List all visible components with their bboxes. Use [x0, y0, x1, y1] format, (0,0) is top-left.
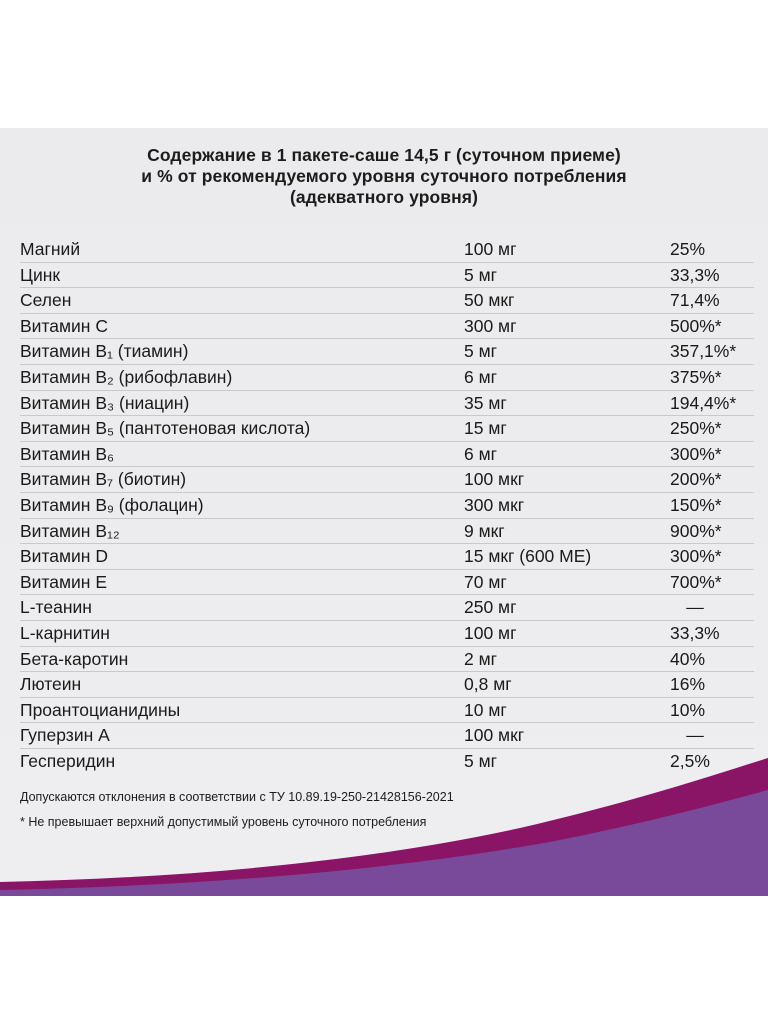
nutrient-amount: 35 мг	[464, 392, 507, 413]
nutrient-percent: 200%*	[670, 469, 722, 490]
nutrient-amount: 50 мкг	[464, 290, 515, 311]
nutrient-percent: 10%	[670, 699, 706, 720]
nutrient-amount: 100 мкг	[464, 469, 525, 490]
nutrient-percent: —	[686, 597, 704, 618]
deviation-footnote: Допускаются отклонения в соответствии с ТУ 10.89.19-250-21428156-2021	[20, 790, 454, 804]
nutrient-amount: 6 мг	[464, 443, 498, 464]
title-line-1: Содержание в 1 пакете-саше 14,5 г (суточном приеме)	[147, 145, 621, 165]
nutrient-name: Витамин В₇ (биотин)	[20, 469, 187, 490]
nutrient-amount: 300 мкг	[464, 494, 525, 515]
nutrient-amount: 5 мг	[464, 264, 498, 285]
nutrient-table	[20, 237, 754, 774]
table-row	[20, 339, 754, 365]
table-row	[20, 544, 754, 570]
table-row	[20, 391, 754, 417]
nutrient-percent: 700%*	[670, 571, 722, 592]
title-line-2: и % от рекомендуемого уровня суточного потребления	[141, 166, 627, 186]
table-row	[20, 723, 754, 749]
nutrient-percent: 40%	[670, 648, 706, 669]
nutrient-name: Селен	[20, 290, 72, 311]
nutrient-amount: 5 мг	[464, 341, 498, 362]
nutrient-name: Магний	[20, 239, 81, 259]
nutrient-amount: 5 мг	[464, 750, 498, 771]
nutrient-amount: 250 мг	[464, 597, 517, 618]
nutrient-amount: 6 мг	[464, 366, 498, 387]
table-row	[20, 493, 754, 519]
nutrient-name: Витамин Е	[20, 571, 108, 592]
nutrient-percent: 33,3%	[670, 622, 720, 643]
nutrient-amount: 100 мг	[464, 239, 517, 259]
nutrient-percent: 150%*	[670, 494, 722, 515]
nutrient-name: Витамин В₅ (пантотеновая кислота)	[20, 418, 311, 439]
nutrient-amount: 10 мг	[464, 699, 507, 720]
nutrient-name: Витамин В₂ (рибофлавин)	[20, 366, 233, 387]
nutrient-name: Витамин В₁ (тиамин)	[20, 341, 189, 362]
nutrient-name: Гуперзин А	[20, 725, 110, 746]
nutrient-amount: 15 мг	[464, 418, 507, 439]
nutrient-name: Гесперидин	[20, 750, 116, 771]
nutrient-name: Витамин D	[20, 546, 108, 567]
nutrient-percent: 71,4%	[670, 290, 720, 311]
nutrient-percent: 300%*	[670, 546, 722, 567]
title-line-3: (адекватного уровня)	[289, 187, 479, 207]
nutrient-amount: 2 мг	[464, 648, 498, 669]
nutrient-name: Витамин С	[20, 315, 108, 336]
table-row	[20, 595, 754, 621]
nutrient-name: Цинк	[20, 264, 61, 285]
table-row	[20, 314, 754, 340]
table-row	[20, 647, 754, 673]
nutrient-percent: 33,3%	[670, 264, 720, 285]
nutrient-percent: 500%*	[670, 315, 722, 336]
table-row	[20, 672, 754, 698]
nutrient-amount: 300 мг	[464, 315, 517, 336]
table-row	[20, 442, 754, 468]
nutrient-percent: 25%	[670, 239, 706, 259]
nutrient-percent: —	[686, 725, 704, 746]
nutrient-amount: 70 мг	[464, 571, 507, 592]
table-row	[20, 288, 754, 314]
nutrient-name: Витамин В₁₂	[20, 520, 120, 541]
table-title	[0, 145, 768, 208]
table-row	[20, 263, 754, 289]
table-row	[20, 621, 754, 647]
table-row	[20, 237, 754, 263]
nutrient-name: Бета-каротин	[20, 648, 129, 669]
table-row	[20, 467, 754, 493]
nutrient-percent: 194,4%*	[670, 392, 737, 413]
nutrient-percent: 300%*	[670, 443, 722, 464]
nutrient-percent: 16%	[670, 674, 706, 695]
nutrient-name: Витамин В₆	[20, 443, 115, 464]
table-row	[20, 570, 754, 596]
nutrient-amount: 9 мкг	[464, 520, 505, 541]
table-row	[20, 365, 754, 391]
nutrient-name: Витамин В₃ (ниацин)	[20, 392, 190, 413]
asterisk-footnote: * Не превышает верхний допустимый уровень суточного потребления	[20, 815, 427, 829]
table-row	[20, 698, 754, 724]
nutrient-name: L-карнитин	[20, 622, 110, 643]
nutrient-percent: 250%*	[670, 418, 722, 439]
nutrient-percent: 357,1%*	[670, 341, 737, 362]
table-row	[20, 749, 754, 775]
nutrient-percent: 2,5%	[670, 750, 710, 771]
table-row	[20, 416, 754, 442]
nutrient-name: Лютеин	[20, 674, 82, 695]
table-row	[20, 519, 754, 545]
nutrient-amount: 100 мкг	[464, 725, 525, 746]
nutrient-amount: 100 мг	[464, 622, 517, 643]
nutrient-percent: 900%*	[670, 520, 722, 541]
nutrient-percent: 375%*	[670, 366, 722, 387]
nutrient-name: L-теанин	[20, 597, 92, 618]
nutrient-name: Витамин В₉ (фолацин)	[20, 494, 204, 515]
nutrient-name: Проантоцианидины	[20, 699, 181, 720]
nutrient-amount: 0,8 мг	[464, 674, 512, 695]
nutrient-amount: 15 мкг (600 МЕ)	[464, 546, 592, 567]
